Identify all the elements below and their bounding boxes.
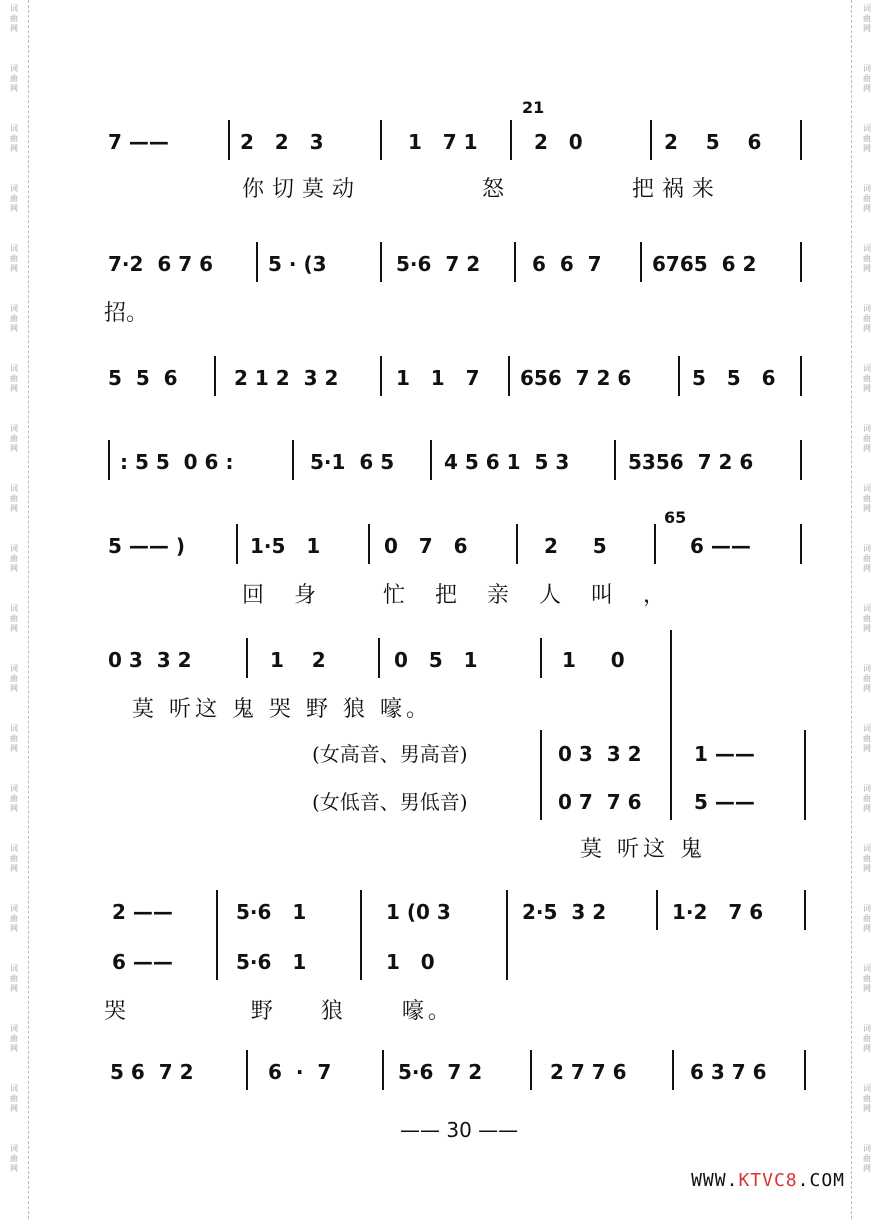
side-watermark-text: 词 曲 网 (863, 64, 871, 93)
repeat-end (292, 440, 294, 480)
side-watermark-text: 词 曲 网 (10, 1084, 18, 1113)
side-watermark-text: 词 曲 网 (10, 1144, 18, 1173)
score-row-11-m3: 5·6 7 2 (398, 1060, 483, 1084)
barline (516, 524, 518, 564)
barline (678, 356, 680, 396)
side-watermark-text: 词 曲 网 (10, 724, 18, 753)
repeat-start (108, 440, 110, 480)
barline (670, 630, 672, 820)
side-watermark-text: 词 曲 网 (10, 364, 18, 393)
lyric-row-1: 你切莫动 怒 把祸来 (242, 177, 722, 202)
score-row-6: 0 3 3 2 (108, 648, 192, 672)
side-watermark-text: 词 曲 网 (863, 784, 871, 813)
score-row-1: 7 —— (108, 130, 169, 154)
score-row-4-m4: 5356 7 2 6 (628, 450, 754, 474)
barline (430, 440, 432, 480)
voice-label-low: (女低音、男低音) (312, 790, 468, 814)
barline (246, 1050, 248, 1090)
barline (256, 242, 258, 282)
side-watermark-text: 词 曲 网 (863, 184, 871, 213)
side-watermark-text: 词 曲 网 (863, 484, 871, 513)
score-row-2-m3: 5·6 7 2 (396, 252, 481, 276)
side-watermark-text: 词 曲 网 (10, 664, 18, 693)
score-row-3-m4: 656 7 2 6 (520, 366, 632, 390)
barline (804, 1050, 806, 1090)
barline (650, 120, 652, 160)
side-watermark-text: 词 曲 网 (10, 244, 18, 273)
side-watermark-text: 词 曲 网 (863, 124, 871, 153)
barline (800, 120, 802, 160)
lyric-row-5: 回身 忙把亲人叫， (242, 583, 695, 608)
score-row-3-m5: 5 5 6 (692, 366, 776, 390)
side-watermark-text: 词 曲 网 (863, 304, 871, 333)
side-watermark-text: 词 曲 网 (863, 544, 871, 573)
lyric-row-10: 哭 野 狼 嚎。 (104, 999, 454, 1024)
side-watermark-text: 词 曲 网 (10, 784, 18, 813)
site-watermark (691, 1170, 845, 1191)
barline (804, 730, 806, 820)
side-watermark-text: 词 曲 网 (10, 184, 18, 213)
score-row-9-m5: 1·2 7 6 (672, 900, 764, 924)
barline (228, 120, 230, 160)
side-watermark-text: 词 曲 网 (863, 4, 871, 33)
score-row-5-m5: 6 —— (690, 534, 751, 558)
barline (800, 356, 802, 396)
side-watermark-text: 词 曲 网 (863, 364, 871, 393)
side-watermark-text: 词 曲 网 (863, 664, 871, 693)
score-row-1-m3: 1 7 1 (408, 130, 478, 154)
score-row-5: 5 —— ) (108, 534, 185, 558)
score-row-5-m3: 0 7 6 (384, 534, 468, 558)
score-row-3-m3: 1 1 7 (396, 366, 480, 390)
score-row-6-m4: 1 0 (562, 648, 625, 672)
score-row-3: 5 5 6 (108, 366, 178, 390)
barline (800, 440, 802, 480)
watermark-brand: KTVC8 (738, 1170, 798, 1191)
score-row-9: 2 —— (112, 900, 173, 924)
side-watermark-text: 词 曲 网 (10, 64, 18, 93)
score-row-9-m4: 2·5 3 2 (522, 900, 607, 924)
side-watermark-text: 词 曲 网 (863, 244, 871, 273)
barline (540, 638, 542, 678)
score-row-9-m3: 1 (0 3 (386, 900, 451, 924)
score-row-2-m2: 5 · (3 (268, 252, 327, 276)
score-row-6-m3: 0 5 1 (394, 648, 478, 672)
score-row-8: 0 7 7 6 (558, 790, 642, 814)
watermark-prefix: WWW. (691, 1170, 739, 1191)
watermark-suffix: .COM (797, 1170, 845, 1191)
side-watermark-text: 词 曲 网 (863, 724, 871, 753)
side-watermark-text: 词 曲 网 (863, 844, 871, 873)
barline (804, 890, 806, 930)
grace-note: 65 (664, 508, 687, 527)
barline (614, 440, 616, 480)
barline (360, 890, 362, 980)
barline (368, 524, 370, 564)
score-row-2-m5: 6765 6 2 (652, 252, 757, 276)
side-watermark-text: 词 曲 网 (10, 484, 18, 513)
voice-label-high: (女高音、男高音) (312, 742, 468, 766)
barline (378, 638, 380, 678)
barline (382, 1050, 384, 1090)
score-row-10-m3: 1 0 (386, 950, 435, 974)
barline (508, 356, 510, 396)
score-row-5-m2: 1·5 1 (250, 534, 321, 558)
barline (654, 524, 656, 564)
barline (540, 730, 542, 820)
barline (530, 1050, 532, 1090)
side-watermark-text: 词 曲 网 (863, 604, 871, 633)
side-watermark-text: 词 曲 网 (863, 424, 871, 453)
side-watermark-text: 词 曲 网 (10, 604, 18, 633)
score-row-11-m5: 6 3 7 6 (690, 1060, 767, 1084)
side-watermark-text: 词 曲 网 (863, 1024, 871, 1053)
score-row-6-m2: 1 2 (270, 648, 326, 672)
score-row-11-m4: 2 7 7 6 (550, 1060, 627, 1084)
score-row-5-m4: 2 5 (544, 534, 607, 558)
score-row-8-m2: 5 —— (694, 790, 755, 814)
score-row-4: : 5 5 0 6 : (120, 450, 234, 474)
lyric-row-6: 莫 听这 鬼 哭 野 狼 嚎。 (132, 697, 432, 722)
barline (380, 120, 382, 160)
score-row-10: 6 —— (112, 950, 173, 974)
lyric-row-2: 招。 (104, 301, 149, 326)
score-row-3-m2: 2 1 2 3 2 (234, 366, 339, 390)
score-row-2-m4: 6 6 7 (532, 252, 602, 276)
side-watermark-text: 词 曲 网 (10, 424, 18, 453)
score-row-7-m2: 1 —— (694, 742, 755, 766)
side-watermark-text: 词 曲 网 (10, 904, 18, 933)
lyric-row-8: 莫 听这 鬼 (580, 837, 706, 862)
score-row-11: 5 6 7 2 (110, 1060, 194, 1084)
side-watermark-text: 词 曲 网 (10, 544, 18, 573)
barline (380, 242, 382, 282)
score-row-1-m5: 2 5 6 (664, 130, 762, 154)
score-row-4-m3: 4 5 6 1 5 3 (444, 450, 570, 474)
barline (800, 242, 802, 282)
score-row-4-m2: 5·1 6 5 (310, 450, 395, 474)
barline (214, 356, 216, 396)
score-row-10-m2: 5·6 1 (236, 950, 307, 974)
score-row-1-m2: 2 2 3 (240, 130, 324, 154)
barline (672, 1050, 674, 1090)
side-watermark-text: 词 曲 网 (10, 844, 18, 873)
side-watermark-text: 词 曲 网 (10, 1024, 18, 1053)
score-row-11-m2: 6 · 7 (268, 1060, 332, 1084)
side-watermark-text: 词 曲 网 (863, 964, 871, 993)
barline (640, 242, 642, 282)
grace-note: 21 (522, 98, 545, 117)
side-watermark-text: 词 曲 网 (10, 304, 18, 333)
page-number: —— 30 —— (400, 1118, 519, 1142)
barline (800, 524, 802, 564)
barline (246, 638, 248, 678)
side-watermark-text: 词 曲 网 (10, 124, 18, 153)
barline (216, 890, 218, 980)
barline (380, 356, 382, 396)
barline (656, 890, 658, 930)
score-row-2: 7·2 6 7 6 (108, 252, 214, 276)
side-watermark-text: 词 曲 网 (863, 1144, 871, 1173)
side-watermark-text: 词 曲 网 (10, 964, 18, 993)
side-watermark-text: 词 曲 网 (10, 4, 18, 33)
right-dashed-border (851, 0, 852, 1219)
score-row-9-m2: 5·6 1 (236, 900, 307, 924)
barline (236, 524, 238, 564)
score-row-7: 0 3 3 2 (558, 742, 642, 766)
barline (510, 120, 512, 160)
barline (506, 890, 508, 980)
side-watermark-text: 词 曲 网 (863, 904, 871, 933)
score-row-1-m4: 2 0 (534, 130, 583, 154)
left-dashed-border (28, 0, 29, 1219)
barline (514, 242, 516, 282)
side-watermark-text: 词 曲 网 (863, 1084, 871, 1113)
